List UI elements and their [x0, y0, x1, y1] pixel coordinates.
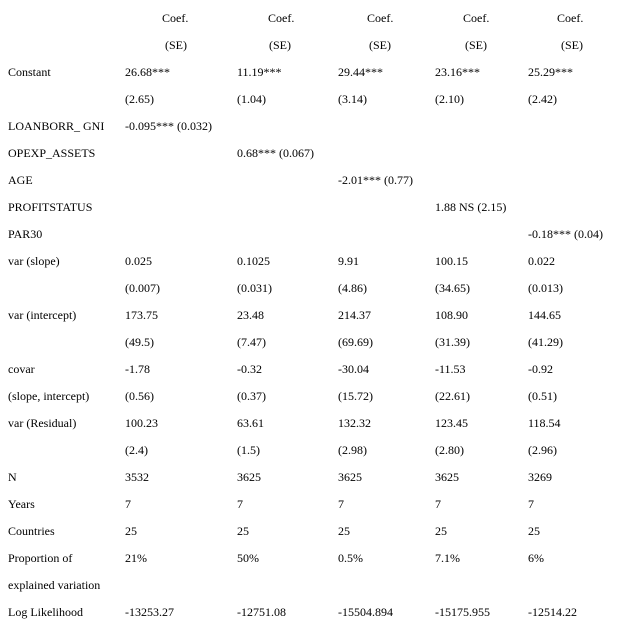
row-label: (slope, intercept): [8, 389, 90, 403]
table-cell: (2.10): [435, 92, 464, 106]
row-label: OPEXP_ASSETS: [8, 146, 96, 160]
table-cell: -30.04: [338, 362, 369, 376]
row-label: PROFITSTATUS: [8, 200, 93, 214]
table-cell: 63.61: [237, 416, 264, 430]
table-cell: -13253.27: [125, 605, 174, 619]
table-cell: 214.37: [338, 308, 371, 322]
header-coef-4: Coef.: [463, 11, 490, 25]
table-cell: 50%: [237, 551, 259, 565]
table-cell: 23.16***: [435, 65, 480, 79]
header-se-5: (SE): [561, 38, 583, 52]
table-cell: (2.4): [125, 443, 148, 457]
table-cell: (3.14): [338, 92, 367, 106]
table-cell: 25: [125, 524, 137, 538]
table-cell: 3625: [435, 470, 459, 484]
header-se-3: (SE): [369, 38, 391, 52]
table-cell: -15504.894: [338, 605, 393, 619]
table-cell: (15.72): [338, 389, 373, 403]
row-label: Countries: [8, 524, 55, 538]
row-label: Log Likelihood: [8, 605, 83, 619]
row-label: PAR30: [8, 227, 43, 241]
table-cell: 144.65: [528, 308, 561, 322]
table-cell: 11.19***: [237, 65, 282, 79]
row-label: explained variation: [8, 578, 101, 592]
table-cell: -0.32: [237, 362, 262, 376]
header-coef-2: Coef.: [268, 11, 295, 25]
table-cell: (0.37): [237, 389, 266, 403]
table-cell: 21%: [125, 551, 147, 565]
table-cell: (7.47): [237, 335, 266, 349]
table-cell: (2.42): [528, 92, 557, 106]
table-cell: 7.1%: [435, 551, 460, 565]
table-cell: 108.90: [435, 308, 468, 322]
row-label: var (Residual): [8, 416, 77, 430]
row-label: AGE: [8, 173, 33, 187]
table-cell: 3625: [338, 470, 362, 484]
header-coef-3: Coef.: [367, 11, 394, 25]
row-label: Years: [8, 497, 35, 511]
table-cell: 7: [528, 497, 534, 511]
table-row: [0, 86, 626, 113]
row-label: N: [8, 470, 17, 484]
table-cell: (0.031): [237, 281, 272, 295]
table-cell: 132.32: [338, 416, 371, 430]
table-cell: -0.095*** (0.032): [125, 119, 212, 133]
table-cell: 3269: [528, 470, 552, 484]
table-cell: -12751.08: [237, 605, 286, 619]
table-row: [0, 572, 626, 599]
table-cell: (0.013): [528, 281, 563, 295]
table-cell: 0.022: [528, 254, 555, 268]
row-label: LOANBORR_ GNI: [8, 119, 105, 133]
table-cell: 123.45: [435, 416, 468, 430]
table-cell: (4.86): [338, 281, 367, 295]
table-cell: 23.48: [237, 308, 264, 322]
table-cell: 173.75: [125, 308, 158, 322]
table-cell: -0.18*** (0.04): [528, 227, 603, 241]
row-label: Proportion of: [8, 551, 73, 565]
table-cell: 26.68***: [125, 65, 170, 79]
table-cell: 25: [338, 524, 350, 538]
table-cell: 0.5%: [338, 551, 363, 565]
table-cell: (0.51): [528, 389, 557, 403]
table-cell: (49.5): [125, 335, 154, 349]
table-cell: 7: [338, 497, 344, 511]
table-cell: 0.1025: [237, 254, 270, 268]
table-cell: (22.61): [435, 389, 470, 403]
table-row: [0, 410, 626, 437]
row-label: var (intercept): [8, 308, 77, 322]
table-cell: 25.29***: [528, 65, 573, 79]
table-cell: -15175.955: [435, 605, 490, 619]
table-row: [0, 221, 626, 248]
table-row: [0, 464, 626, 491]
table-row: [0, 59, 626, 86]
header-se-row: [0, 32, 626, 59]
header-coef-1: Coef.: [162, 11, 189, 25]
table-row: [0, 491, 626, 518]
table-row: [0, 248, 626, 275]
table-cell: 3532: [125, 470, 149, 484]
table-cell: -2.01*** (0.77): [338, 173, 413, 187]
table-cell: (1.5): [237, 443, 260, 457]
table-row: [0, 302, 626, 329]
table-cell: (1.04): [237, 92, 266, 106]
row-label: Constant: [8, 65, 51, 79]
table-row: [0, 167, 626, 194]
table-row: [0, 356, 626, 383]
table-cell: (41.29): [528, 335, 563, 349]
table-cell: 0.68*** (0.067): [237, 146, 314, 160]
header-coef-row: [0, 5, 626, 32]
table-cell: (0.56): [125, 389, 154, 403]
row-label: covar: [8, 362, 35, 376]
table-row: [0, 275, 626, 302]
table-cell: (31.39): [435, 335, 470, 349]
table-cell: -1.78: [125, 362, 150, 376]
table-cell: 1.88 NS (2.15): [435, 200, 507, 214]
table-cell: 9.91: [338, 254, 359, 268]
table-row: [0, 545, 626, 572]
table-row: [0, 329, 626, 356]
table-cell: (2.98): [338, 443, 367, 457]
table-cell: 25: [528, 524, 540, 538]
table-cell: (0.007): [125, 281, 160, 295]
table-row: [0, 194, 626, 221]
table-cell: 3625: [237, 470, 261, 484]
table-cell: 100.23: [125, 416, 158, 430]
table-cell: 7: [237, 497, 243, 511]
table-row: [0, 599, 626, 626]
table-cell: 118.54: [528, 416, 561, 430]
row-label: var (slope): [8, 254, 60, 268]
table-cell: (2.80): [435, 443, 464, 457]
table-cell: 29.44***: [338, 65, 383, 79]
table-row: [0, 518, 626, 545]
header-se-1: (SE): [165, 38, 187, 52]
table-cell: 7: [435, 497, 441, 511]
table-cell: 6%: [528, 551, 544, 565]
table-cell: (2.65): [125, 92, 154, 106]
table-cell: (69.69): [338, 335, 373, 349]
table-cell: -0.92: [528, 362, 553, 376]
table-cell: -11.53: [435, 362, 466, 376]
header-coef-5: Coef.: [557, 11, 584, 25]
table-row: [0, 140, 626, 167]
table-cell: 100.15: [435, 254, 468, 268]
table-cell: -12514.22: [528, 605, 577, 619]
table-cell: 25: [435, 524, 447, 538]
table-row: [0, 383, 626, 410]
header-se-2: (SE): [269, 38, 291, 52]
header-se-4: (SE): [465, 38, 487, 52]
table-cell: 7: [125, 497, 131, 511]
table-cell: 0.025: [125, 254, 152, 268]
table-cell: 25: [237, 524, 249, 538]
table-row: [0, 437, 626, 464]
table-row: [0, 113, 626, 140]
table-cell: (34.65): [435, 281, 470, 295]
table-cell: (2.96): [528, 443, 557, 457]
